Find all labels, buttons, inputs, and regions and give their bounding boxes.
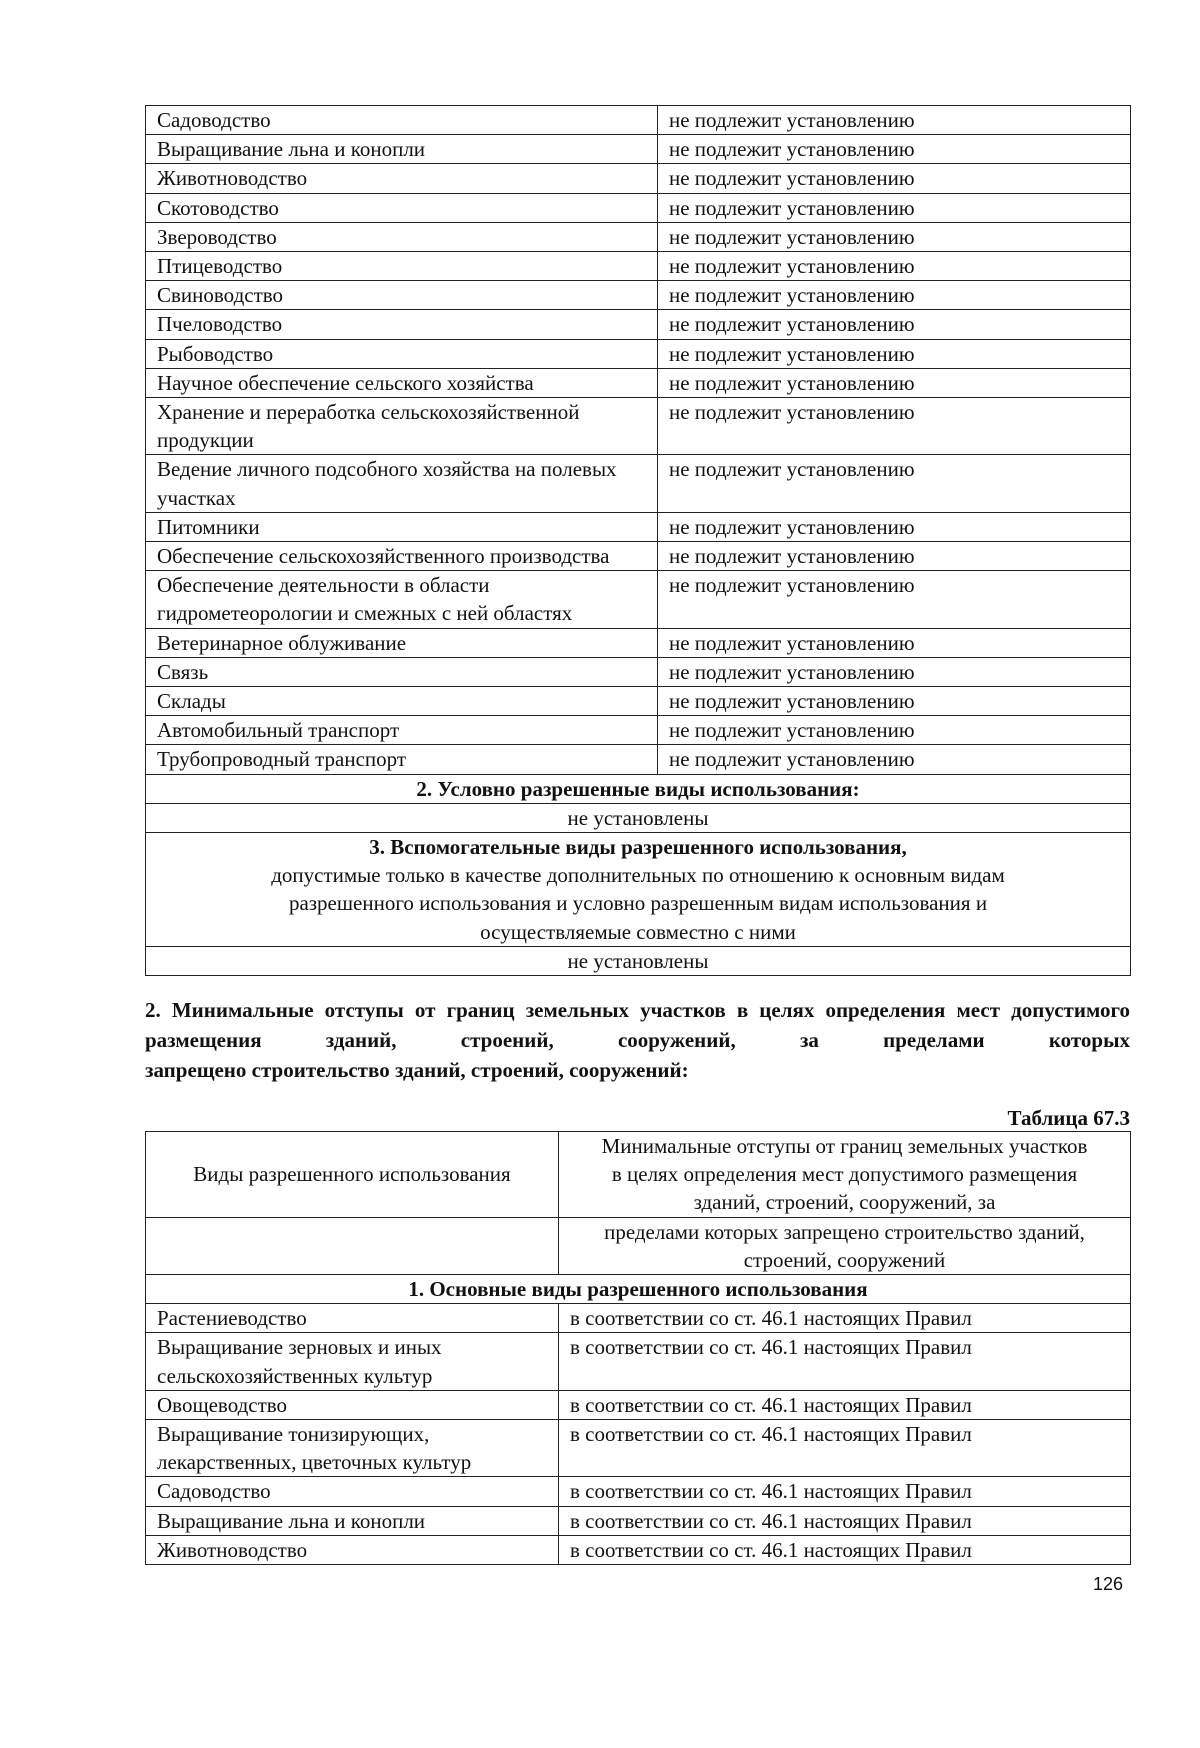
- setbacks-table: [145, 1131, 1131, 1565]
- table-row: [146, 657, 1131, 686]
- use-value: в соответствии со ст. 46.1 настоящих Правил: [559, 1506, 1131, 1535]
- table-row: [146, 164, 1131, 193]
- table-row: [146, 398, 1131, 455]
- table-row: [146, 716, 1131, 745]
- use-name: Трубопроводный транспорт: [146, 745, 658, 774]
- use-value: в соответствии со ст. 46.1 настоящих Правил: [559, 1304, 1131, 1333]
- use-value: не подлежит установлению: [658, 628, 1131, 657]
- use-value: не подлежит установлению: [658, 252, 1131, 281]
- table-row: [146, 310, 1131, 339]
- header-row-continued: [146, 1217, 1131, 1274]
- section-3-text: допустимые только в качестве дополнительных по отношению к основным видам разрешенного использования и условно разрешенным видам использования и осуществляемые совместно с ними: [271, 863, 1005, 944]
- table-row: [146, 455, 1131, 512]
- table-row: [146, 281, 1131, 310]
- table-row: [146, 339, 1131, 368]
- table-row: [146, 745, 1131, 774]
- use-value: не подлежит установлению: [658, 512, 1131, 541]
- use-name: Свиноводство: [146, 281, 658, 310]
- table-row: [146, 628, 1131, 657]
- use-value: не подлежит установлению: [658, 398, 1131, 455]
- header-setbacks: Минимальные отступы от границ земельных участков в целях определения мест допустимого размещения зданий, строений, сооружений, за: [559, 1132, 1131, 1218]
- table-row: [146, 1535, 1131, 1564]
- table-row: [146, 1390, 1131, 1419]
- use-name: Автомобильный транспорт: [146, 716, 658, 745]
- use-name: Садоводство: [146, 106, 658, 135]
- use-name: Ведение личного подсобного хозяйства на полевых участках: [146, 455, 658, 512]
- section-3-heading: 3. Вспомогательные виды разрешенного использования,: [369, 835, 907, 860]
- use-name: Выращивание льна и конопли: [146, 135, 658, 164]
- table-row: [146, 252, 1131, 281]
- use-name: Садоводство: [146, 1477, 559, 1506]
- use-value: не подлежит установлению: [658, 164, 1131, 193]
- use-value: в соответствии со ст. 46.1 настоящих Правил: [559, 1333, 1131, 1390]
- use-name: Скотоводство: [146, 193, 658, 222]
- section-heading-row: [146, 833, 1131, 947]
- use-value: не подлежит установлению: [658, 571, 1131, 628]
- use-name: Животноводство: [146, 164, 658, 193]
- section-value-row: [146, 803, 1131, 832]
- use-value: не подлежит установлению: [658, 455, 1131, 512]
- use-name: Выращивание тонизирующих, лекарственных, цветочных культур: [146, 1420, 559, 1477]
- use-value: не подлежит установлению: [658, 222, 1131, 251]
- section-2-value: не установлены: [146, 803, 1131, 832]
- use-name: Склады: [146, 687, 658, 716]
- header-empty-cell: [146, 1217, 559, 1274]
- table-row: [146, 1506, 1131, 1535]
- table-row: [146, 368, 1131, 397]
- table-row: [146, 1420, 1131, 1477]
- table-row: [146, 542, 1131, 571]
- table-row: [146, 222, 1131, 251]
- use-name: Растениеводство: [146, 1304, 559, 1333]
- header-uses: Виды разрешенного использования: [146, 1132, 559, 1218]
- table-row: [146, 571, 1131, 628]
- table-row: [146, 512, 1131, 541]
- use-value: не подлежит установлению: [658, 657, 1131, 686]
- table-row: [146, 135, 1131, 164]
- use-value: в соответствии со ст. 46.1 настоящих Правил: [559, 1420, 1131, 1477]
- table-row: [146, 1477, 1131, 1506]
- permitted-uses-table: [145, 105, 1131, 976]
- use-name: Обеспечение сельскохозяйственного производства: [146, 542, 658, 571]
- table-row: [146, 1333, 1131, 1390]
- section-1-heading: 1. Основные виды разрешенного использования: [146, 1275, 1131, 1304]
- use-value: не подлежит установлению: [658, 745, 1131, 774]
- section-3-cell: [146, 833, 1131, 947]
- use-name: Научное обеспечение сельского хозяйства: [146, 368, 658, 397]
- table-row: [146, 687, 1131, 716]
- header-row: [146, 1132, 1131, 1218]
- use-name: Обеспечение деятельности в области гидрометеорологии и смежных с ней областях: [146, 571, 658, 628]
- use-name: Птицеводство: [146, 252, 658, 281]
- use-value: не подлежит установлению: [658, 687, 1131, 716]
- use-name: Ветеринарное облуживание: [146, 628, 658, 657]
- use-value: в соответствии со ст. 46.1 настоящих Правил: [559, 1535, 1131, 1564]
- use-value: в соответствии со ст. 46.1 настоящих Правил: [559, 1477, 1131, 1506]
- use-name: Выращивание льна и конопли: [146, 1506, 559, 1535]
- use-value: не подлежит установлению: [658, 368, 1131, 397]
- table-caption: Таблица 67.3: [1007, 1106, 1130, 1130]
- use-value: не подлежит установлению: [658, 716, 1131, 745]
- use-name: Питомники: [146, 512, 658, 541]
- use-value: не подлежит установлению: [658, 106, 1131, 135]
- table-row: [146, 106, 1131, 135]
- section-heading-row: [146, 774, 1131, 803]
- use-value: в соответствии со ст. 46.1 настоящих Правил: [559, 1390, 1131, 1419]
- table-row: [146, 193, 1131, 222]
- table-row: [146, 1304, 1131, 1333]
- use-value: не подлежит установлению: [658, 339, 1131, 368]
- use-value: не подлежит установлению: [658, 542, 1131, 571]
- use-name: Связь: [146, 657, 658, 686]
- section-value-row: [146, 946, 1131, 975]
- header-setbacks-continued: пределами которых запрещено строительство зданий, строений, сооружений: [559, 1217, 1131, 1274]
- use-value: не подлежит установлению: [658, 281, 1131, 310]
- use-name: Выращивание зерновых и иных сельскохозяйственных культур: [146, 1333, 559, 1390]
- section-3-value: не установлены: [146, 946, 1131, 975]
- use-name: Звероводство: [146, 222, 658, 251]
- use-value: не подлежит установлению: [658, 193, 1131, 222]
- paragraph-minimum-setbacks: 2. Минимальные отступы от границ земельных участков в целях определения мест допустимого размещения зданий, строений, сооружений, за пределами которых: [145, 998, 1130, 1052]
- use-name: Рыбоводство: [146, 339, 658, 368]
- section-heading-row: [146, 1275, 1131, 1304]
- use-name: Хранение и переработка сельскохозяйственной продукции: [146, 398, 658, 455]
- page-number: 126: [1092, 1574, 1123, 1594]
- use-value: не подлежит установлению: [658, 310, 1131, 339]
- paragraph-minimum-setbacks-end: запрещено строительство зданий, строений, сооружений:: [145, 1058, 689, 1082]
- use-name: Животноводство: [146, 1535, 559, 1564]
- use-name: Овощеводство: [146, 1390, 559, 1419]
- use-value: не подлежит установлению: [658, 135, 1131, 164]
- use-name: Пчеловодство: [146, 310, 658, 339]
- section-2-heading: 2. Условно разрешенные виды использования:: [146, 774, 1131, 803]
